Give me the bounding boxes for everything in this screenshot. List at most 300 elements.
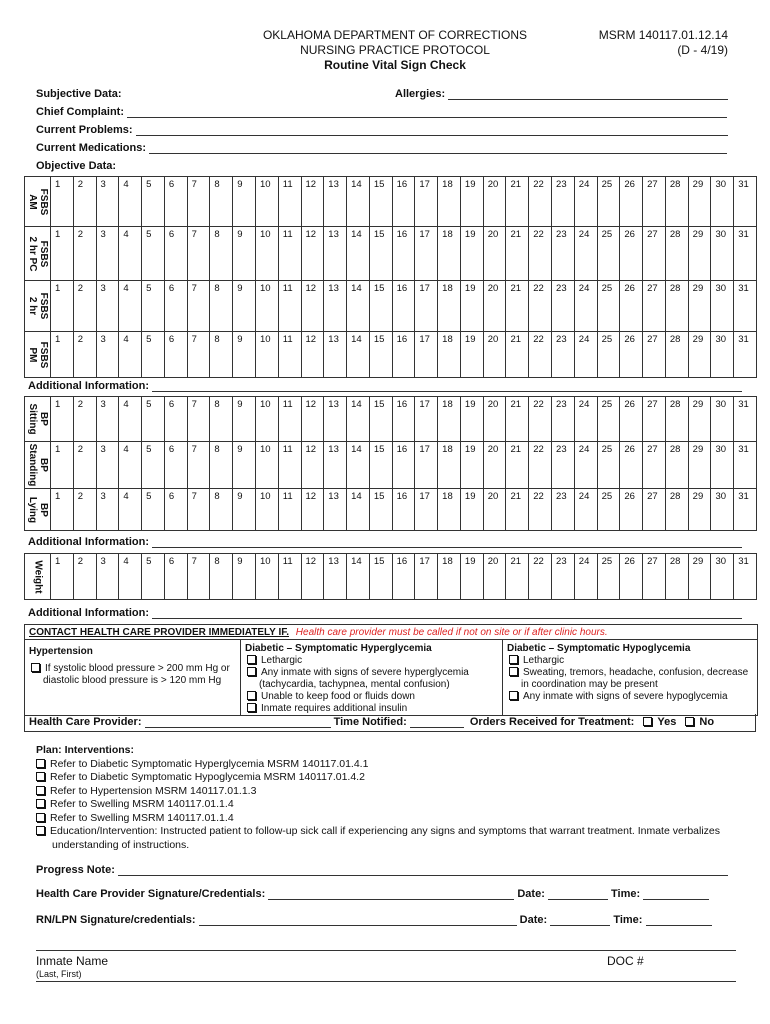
day-cell[interactable]: 9: [233, 332, 256, 378]
day-cell[interactable]: 31: [734, 177, 757, 227]
day-cell[interactable]: 28: [666, 332, 689, 378]
day-cell[interactable]: 5: [142, 332, 165, 378]
plan-item[interactable]: Refer to Diabetic Symptomatic Hyperglycemia MSRM 140117.01.4.1: [36, 758, 736, 772]
day-cell[interactable]: 8: [210, 489, 233, 531]
additional-info-2[interactable]: Additional Information:: [28, 536, 742, 548]
day-cell[interactable]: 20: [484, 281, 507, 332]
day-cell[interactable]: 6: [165, 227, 188, 281]
day-cell[interactable]: 14: [347, 397, 370, 442]
checkbox-icon[interactable]: [36, 786, 45, 795]
day-cell[interactable]: 15: [370, 489, 393, 531]
day-cell[interactable]: 13: [324, 332, 347, 378]
day-cell[interactable]: 8: [210, 332, 233, 378]
day-cell[interactable]: 23: [552, 554, 575, 600]
day-cell[interactable]: 22: [529, 442, 552, 489]
provider-field[interactable]: Health Care Provider:: [29, 716, 331, 728]
day-cell[interactable]: 12: [302, 397, 325, 442]
day-cell[interactable]: 17: [415, 281, 438, 332]
day-cell[interactable]: 11: [279, 177, 302, 227]
day-cell[interactable]: 19: [461, 227, 484, 281]
chief-complaint-field[interactable]: Chief Complaint:: [36, 106, 727, 118]
day-cell[interactable]: 8: [210, 442, 233, 489]
protocol-name: NURSING PRACTICE PROTOCOL: [300, 43, 490, 57]
day-cell[interactable]: 28: [666, 397, 689, 442]
day-cell[interactable]: 4: [119, 227, 142, 281]
day-cell[interactable]: 29: [689, 442, 712, 489]
checkbox-icon[interactable]: [247, 691, 256, 700]
day-cell[interactable]: 9: [233, 442, 256, 489]
day-cell[interactable]: 20: [484, 332, 507, 378]
day-cell[interactable]: 1: [51, 489, 74, 531]
day-cell[interactable]: 11: [279, 442, 302, 489]
day-cell[interactable]: 27: [643, 227, 666, 281]
day-cell[interactable]: 13: [324, 397, 347, 442]
hypertension-title: Hypertension: [29, 646, 93, 657]
day-cell[interactable]: 22: [529, 397, 552, 442]
day-cell[interactable]: 19: [461, 397, 484, 442]
day-cell[interactable]: 10: [256, 227, 279, 281]
day-cell[interactable]: 1: [51, 332, 74, 378]
day-cell[interactable]: 13: [324, 227, 347, 281]
day-cell[interactable]: 27: [643, 177, 666, 227]
day-cell[interactable]: 8: [210, 177, 233, 227]
day-cell[interactable]: 26: [620, 489, 643, 531]
day-cell[interactable]: 26: [620, 332, 643, 378]
day-cell[interactable]: 9: [233, 554, 256, 600]
day-cell[interactable]: 3: [97, 489, 120, 531]
day-cell[interactable]: 25: [598, 227, 621, 281]
checkbox-icon[interactable]: [509, 655, 518, 664]
day-cell[interactable]: 29: [689, 397, 712, 442]
day-cell[interactable]: 24: [575, 442, 598, 489]
plan-item[interactable]: Refer to Hypertension MSRM 140117.01.1.3: [36, 785, 736, 799]
day-cell[interactable]: 1: [51, 442, 74, 489]
day-cell[interactable]: 14: [347, 227, 370, 281]
day-cell[interactable]: 26: [620, 177, 643, 227]
day-cell[interactable]: 27: [643, 332, 666, 378]
day-cell[interactable]: 17: [415, 227, 438, 281]
day-cell[interactable]: 21: [506, 397, 529, 442]
day-cell[interactable]: 21: [506, 177, 529, 227]
day-cell[interactable]: 20: [484, 177, 507, 227]
day-cell[interactable]: 3: [97, 227, 120, 281]
checkbox-icon[interactable]: [509, 691, 518, 700]
day-cell[interactable]: 3: [97, 332, 120, 378]
day-cell[interactable]: 2: [74, 227, 97, 281]
day-cell[interactable]: 27: [643, 554, 666, 600]
day-cell[interactable]: 23: [552, 332, 575, 378]
day-cell[interactable]: 16: [393, 554, 416, 600]
day-cell[interactable]: 10: [256, 489, 279, 531]
day-cell[interactable]: 2: [74, 489, 97, 531]
day-cell[interactable]: 31: [734, 554, 757, 600]
day-cell[interactable]: 6: [165, 332, 188, 378]
hyperglycemia-item[interactable]: Any inmate with signs of severe hyperglycemia (tachycardia, tachypnea, mental confusion): [245, 667, 498, 691]
day-cell[interactable]: 28: [666, 442, 689, 489]
checkbox-icon[interactable]: [36, 813, 45, 822]
day-cell[interactable]: 1: [51, 227, 74, 281]
day-cell[interactable]: 31: [734, 489, 757, 531]
day-cell[interactable]: 25: [598, 554, 621, 600]
day-cell[interactable]: 30: [711, 281, 734, 332]
day-cell[interactable]: 23: [552, 177, 575, 227]
day-cell[interactable]: 28: [666, 281, 689, 332]
day-cell[interactable]: 12: [302, 227, 325, 281]
day-cell[interactable]: 11: [279, 332, 302, 378]
day-cell[interactable]: 18: [438, 177, 461, 227]
additional-info-1[interactable]: Additional Information:: [28, 380, 742, 392]
day-cell[interactable]: 11: [279, 554, 302, 600]
day-cell[interactable]: 17: [415, 554, 438, 600]
day-cell[interactable]: 14: [347, 332, 370, 378]
day-cell[interactable]: 14: [347, 554, 370, 600]
day-cell[interactable]: 7: [188, 227, 211, 281]
day-cell[interactable]: 21: [506, 554, 529, 600]
day-cell[interactable]: 13: [324, 489, 347, 531]
day-cell[interactable]: 14: [347, 177, 370, 227]
day-cell[interactable]: 18: [438, 281, 461, 332]
day-cell[interactable]: 1: [51, 397, 74, 442]
day-cell[interactable]: 9: [233, 397, 256, 442]
checkbox-icon[interactable]: [247, 667, 256, 676]
day-cell[interactable]: 21: [506, 227, 529, 281]
current-problems-field[interactable]: Current Problems:: [36, 124, 728, 136]
day-cell[interactable]: 2: [74, 332, 97, 378]
day-cell[interactable]: 19: [461, 489, 484, 531]
day-cell[interactable]: 6: [165, 397, 188, 442]
checkbox-icon[interactable]: [509, 667, 518, 676]
day-cell[interactable]: 31: [734, 281, 757, 332]
day-cell[interactable]: 3: [97, 554, 120, 600]
day-cell[interactable]: 25: [598, 397, 621, 442]
day-cell[interactable]: 20: [484, 554, 507, 600]
day-cell[interactable]: 1: [51, 281, 74, 332]
day-cell[interactable]: 24: [575, 177, 598, 227]
plan-item[interactable]: Education/Intervention: Instructed patient to follow-up sick call if experiencing any signs and symptoms that warrant treatment. Inmate verbalizes understanding of instructions.: [36, 825, 736, 852]
day-cell[interactable]: 16: [393, 281, 416, 332]
day-cell[interactable]: 12: [302, 489, 325, 531]
day-cell[interactable]: 12: [302, 281, 325, 332]
day-cell[interactable]: 27: [643, 489, 666, 531]
day-cell[interactable]: 26: [620, 442, 643, 489]
day-cell[interactable]: 7: [188, 281, 211, 332]
day-cell[interactable]: 5: [142, 227, 165, 281]
day-cell[interactable]: 29: [689, 554, 712, 600]
day-cell[interactable]: 10: [256, 397, 279, 442]
day-cell[interactable]: 25: [598, 489, 621, 531]
row-label: [25, 554, 51, 600]
day-cell[interactable]: 24: [575, 332, 598, 378]
day-cell[interactable]: 3: [97, 442, 120, 489]
day-cell[interactable]: 30: [711, 332, 734, 378]
day-cell[interactable]: 16: [393, 489, 416, 531]
day-cell[interactable]: 16: [393, 332, 416, 378]
day-cell[interactable]: 10: [256, 554, 279, 600]
day-cell[interactable]: 19: [461, 177, 484, 227]
day-cell[interactable]: 4: [119, 489, 142, 531]
form-title: Routine Vital Sign Check: [324, 58, 466, 72]
day-cell[interactable]: 20: [484, 397, 507, 442]
day-cell[interactable]: 2: [74, 177, 97, 227]
day-cell[interactable]: 3: [97, 281, 120, 332]
day-cell[interactable]: 31: [734, 332, 757, 378]
day-cell[interactable]: 17: [415, 442, 438, 489]
day-cell[interactable]: 16: [393, 397, 416, 442]
day-cell[interactable]: 15: [370, 442, 393, 489]
day-cell[interactable]: 7: [188, 397, 211, 442]
day-cell[interactable]: 13: [324, 177, 347, 227]
day-cell[interactable]: 8: [210, 227, 233, 281]
day-cell[interactable]: 8: [210, 397, 233, 442]
day-cell[interactable]: 30: [711, 554, 734, 600]
progress-note-field[interactable]: Progress Note:: [36, 864, 728, 876]
day-cell[interactable]: 25: [598, 332, 621, 378]
day-cell[interactable]: 4: [119, 554, 142, 600]
day-cell[interactable]: 22: [529, 227, 552, 281]
day-cell[interactable]: 9: [233, 227, 256, 281]
day-cell[interactable]: 11: [279, 397, 302, 442]
day-cell[interactable]: 2: [74, 281, 97, 332]
day-cell[interactable]: 15: [370, 554, 393, 600]
day-cell[interactable]: 19: [461, 442, 484, 489]
day-cell[interactable]: 16: [393, 442, 416, 489]
day-cell[interactable]: 7: [188, 332, 211, 378]
day-cell[interactable]: 4: [119, 281, 142, 332]
day-cell[interactable]: 6: [165, 442, 188, 489]
day-cell[interactable]: 22: [529, 281, 552, 332]
checkbox-icon[interactable]: [247, 703, 256, 712]
day-cell[interactable]: 30: [711, 442, 734, 489]
day-cell[interactable]: 24: [575, 281, 598, 332]
plan-item[interactable]: Refer to Diabetic Symptomatic Hypoglycemia MSRM 140117.01.4.2: [36, 771, 736, 785]
day-cell[interactable]: 23: [552, 227, 575, 281]
yes-option[interactable]: Yes: [637, 716, 676, 728]
checkbox-icon[interactable]: [36, 759, 45, 768]
plan-item[interactable]: Refer to Swelling MSRM 140117.01.1.4: [36, 812, 736, 826]
day-cell[interactable]: 4: [119, 442, 142, 489]
day-cell[interactable]: 9: [233, 281, 256, 332]
checkbox-icon[interactable]: [31, 663, 40, 672]
day-cell[interactable]: 19: [461, 554, 484, 600]
day-cell[interactable]: 18: [438, 442, 461, 489]
hcp-signature-field[interactable]: Health Care Provider Signature/Credentials: Date: Time:: [36, 888, 709, 900]
day-cell[interactable]: 2: [74, 554, 97, 600]
day-cell[interactable]: 18: [438, 554, 461, 600]
day-cell[interactable]: 15: [370, 177, 393, 227]
day-cell[interactable]: 22: [529, 554, 552, 600]
day-cell[interactable]: 23: [552, 442, 575, 489]
day-cell[interactable]: 17: [415, 397, 438, 442]
row-label-text: BP Lying: [26, 496, 49, 523]
day-cell[interactable]: 17: [415, 177, 438, 227]
day-cell[interactable]: 23: [552, 281, 575, 332]
day-cell[interactable]: 5: [142, 442, 165, 489]
day-cell[interactable]: 28: [666, 554, 689, 600]
day-cell[interactable]: 31: [734, 227, 757, 281]
day-cell[interactable]: 21: [506, 489, 529, 531]
day-cell[interactable]: 31: [734, 397, 757, 442]
day-cell[interactable]: 31: [734, 442, 757, 489]
day-cell[interactable]: 13: [324, 554, 347, 600]
day-cell[interactable]: 24: [575, 227, 598, 281]
day-cell[interactable]: 1: [51, 554, 74, 600]
day-cell[interactable]: 24: [575, 554, 598, 600]
day-cell[interactable]: 14: [347, 489, 370, 531]
day-cell[interactable]: 21: [506, 281, 529, 332]
day-cell[interactable]: 10: [256, 332, 279, 378]
day-cell[interactable]: 23: [552, 397, 575, 442]
day-cell[interactable]: 19: [461, 332, 484, 378]
day-cell[interactable]: 21: [506, 332, 529, 378]
rn-signature-field[interactable]: RN/LPN Signature/credentials: Date: Time:: [36, 914, 712, 926]
checkbox-icon[interactable]: [247, 655, 256, 664]
checkbox-icon[interactable]: [36, 826, 45, 835]
day-cell[interactable]: 10: [256, 177, 279, 227]
day-cell[interactable]: 29: [689, 489, 712, 531]
day-cell[interactable]: 1: [51, 177, 74, 227]
day-cell[interactable]: 12: [302, 177, 325, 227]
day-cell[interactable]: 18: [438, 227, 461, 281]
day-cell[interactable]: 4: [119, 177, 142, 227]
day-cell[interactable]: 3: [97, 397, 120, 442]
day-cell[interactable]: 3: [97, 177, 120, 227]
day-cell[interactable]: 27: [643, 442, 666, 489]
day-cell[interactable]: 9: [233, 489, 256, 531]
day-cell[interactable]: 17: [415, 489, 438, 531]
row-label: [25, 489, 51, 531]
checkbox-icon[interactable]: [36, 772, 45, 781]
day-cell[interactable]: 26: [620, 554, 643, 600]
day-cell[interactable]: 22: [529, 489, 552, 531]
day-cell[interactable]: 11: [279, 281, 302, 332]
day-cell[interactable]: 6: [165, 281, 188, 332]
additional-info-3[interactable]: Additional Information:: [28, 607, 742, 619]
day-cell[interactable]: 11: [279, 489, 302, 531]
day-cell[interactable]: 4: [119, 332, 142, 378]
day-cell[interactable]: 26: [620, 227, 643, 281]
day-cell[interactable]: 20: [484, 227, 507, 281]
hypoglycemia-item[interactable]: Any inmate with signs of severe hypoglycemia: [507, 691, 753, 703]
day-cell[interactable]: 7: [188, 489, 211, 531]
day-cell[interactable]: 19: [461, 281, 484, 332]
day-cell[interactable]: 6: [165, 177, 188, 227]
day-cell[interactable]: 25: [598, 177, 621, 227]
hypertension-item[interactable]: If systolic blood pressure > 200 mm Hg or diastolic blood pressure is > 120 mm Hg: [29, 663, 236, 687]
day-cell[interactable]: 21: [506, 442, 529, 489]
day-cell[interactable]: 22: [529, 177, 552, 227]
day-cell[interactable]: 7: [188, 442, 211, 489]
day-cell[interactable]: 28: [666, 489, 689, 531]
day-cell[interactable]: 25: [598, 281, 621, 332]
day-cell[interactable]: 15: [370, 281, 393, 332]
day-cell[interactable]: 20: [484, 489, 507, 531]
day-cell[interactable]: 28: [666, 177, 689, 227]
day-cell[interactable]: 4: [119, 397, 142, 442]
day-cell[interactable]: 6: [165, 554, 188, 600]
day-cell[interactable]: 13: [324, 442, 347, 489]
day-cell[interactable]: 25: [598, 442, 621, 489]
day-cell[interactable]: 2: [74, 442, 97, 489]
day-cell[interactable]: 30: [711, 177, 734, 227]
hyperglycemia-item[interactable]: Inmate requires additional insulin: [245, 703, 498, 715]
current-medications-field[interactable]: Current Medications:: [36, 142, 727, 154]
day-cell[interactable]: 2: [74, 397, 97, 442]
day-cell[interactable]: 5: [142, 397, 165, 442]
day-cell[interactable]: 18: [438, 397, 461, 442]
no-option[interactable]: No: [679, 716, 714, 728]
day-cell[interactable]: 11: [279, 227, 302, 281]
day-cell[interactable]: 9: [233, 177, 256, 227]
day-cell[interactable]: 16: [393, 227, 416, 281]
day-cell[interactable]: 29: [689, 177, 712, 227]
day-cell[interactable]: 29: [689, 227, 712, 281]
day-cell[interactable]: 8: [210, 554, 233, 600]
day-cell[interactable]: 30: [711, 397, 734, 442]
day-cell[interactable]: 14: [347, 281, 370, 332]
day-cell[interactable]: 18: [438, 332, 461, 378]
allergies-field[interactable]: Allergies:: [395, 88, 728, 100]
day-cell[interactable]: 15: [370, 332, 393, 378]
hypoglycemia-item[interactable]: Sweating, tremors, headache, confusion, decrease in coordination may be present: [507, 667, 753, 691]
day-cell[interactable]: 7: [188, 177, 211, 227]
day-cell[interactable]: 5: [142, 554, 165, 600]
day-cell[interactable]: 6: [165, 489, 188, 531]
day-cell[interactable]: 30: [711, 227, 734, 281]
day-cell[interactable]: 10: [256, 442, 279, 489]
checkbox-icon[interactable]: [685, 717, 694, 726]
hyperglycemia-item[interactable]: Lethargic: [245, 655, 498, 667]
hyperglycemia-item[interactable]: Unable to keep food or fluids down: [245, 691, 498, 703]
day-cell[interactable]: 14: [347, 442, 370, 489]
day-cell[interactable]: 26: [620, 281, 643, 332]
plan-item[interactable]: Refer to Swelling MSRM 140117.01.1.4: [36, 798, 736, 812]
day-cell[interactable]: 7: [188, 554, 211, 600]
checkbox-icon[interactable]: [643, 717, 652, 726]
day-cell[interactable]: 24: [575, 489, 598, 531]
day-cell[interactable]: 22: [529, 332, 552, 378]
day-cell[interactable]: 17: [415, 332, 438, 378]
day-cell[interactable]: 5: [142, 489, 165, 531]
day-cell[interactable]: 26: [620, 397, 643, 442]
hypoglycemia-item[interactable]: Lethargic: [507, 655, 753, 667]
day-cell[interactable]: 13: [324, 281, 347, 332]
day-cell[interactable]: 23: [552, 489, 575, 531]
day-cell[interactable]: 30: [711, 489, 734, 531]
day-cell[interactable]: 24: [575, 397, 598, 442]
day-cell[interactable]: 12: [302, 442, 325, 489]
day-cell[interactable]: 12: [302, 554, 325, 600]
day-cell[interactable]: 15: [370, 397, 393, 442]
checkbox-icon[interactable]: [36, 799, 45, 808]
time-notified-field[interactable]: Time Notified:: [334, 716, 464, 728]
day-cell[interactable]: 27: [643, 397, 666, 442]
day-cell[interactable]: 18: [438, 489, 461, 531]
day-cell[interactable]: 8: [210, 281, 233, 332]
contact-note: Health care provider must be called if not on site or if after clinic hours.: [295, 627, 608, 638]
day-cell[interactable]: 12: [302, 332, 325, 378]
day-cell[interactable]: 16: [393, 177, 416, 227]
day-cell[interactable]: 20: [484, 442, 507, 489]
day-cell[interactable]: 5: [142, 281, 165, 332]
hypertension-column: [25, 640, 241, 715]
day-cell[interactable]: 28: [666, 227, 689, 281]
day-cell[interactable]: 29: [689, 281, 712, 332]
day-cell[interactable]: 15: [370, 227, 393, 281]
day-cell[interactable]: 29: [689, 332, 712, 378]
day-cell[interactable]: 27: [643, 281, 666, 332]
day-cell[interactable]: 10: [256, 281, 279, 332]
day-cell[interactable]: 5: [142, 177, 165, 227]
